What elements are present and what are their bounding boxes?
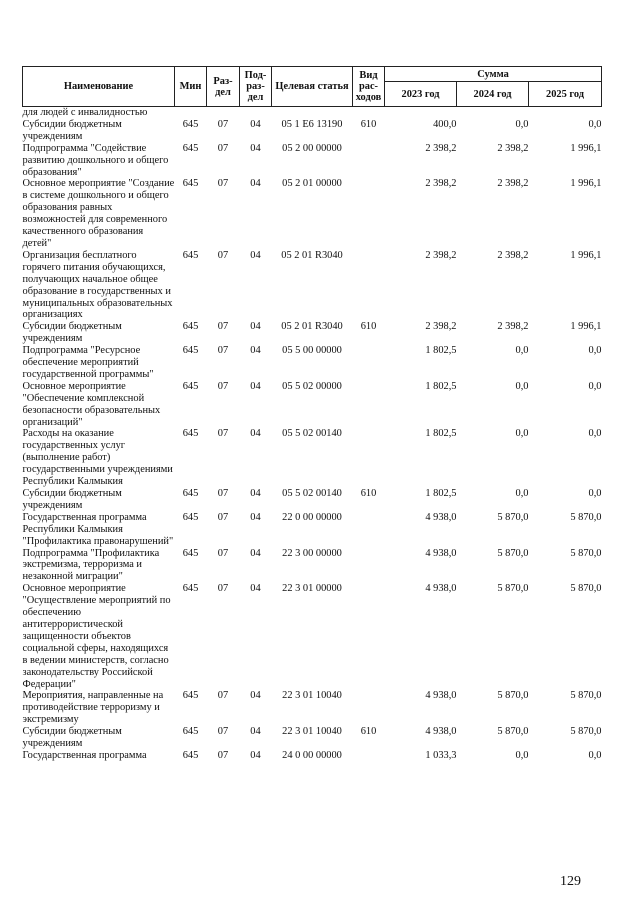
row-celevaya: 22 0 00 00000 [282,511,342,523]
table-row [23,548,602,584]
row-sum-2024: 5 870,0 [497,726,529,738]
table-row [23,726,602,750]
row-sum-2025: 5 870,0 [570,547,602,559]
row-min: 645 [182,178,199,190]
row-sum-2023: 2 398,2 [425,142,457,154]
row-sum-2025: 1 996,1 [570,142,602,154]
row-vid: 610 [360,321,377,333]
row-sum-2025: 0,0 [588,118,602,130]
table-row [23,178,602,249]
row-razdel: 07 [217,749,229,761]
table-row [23,345,602,381]
row-vid: 610 [360,488,377,499]
row-name: Основное мероприятие "Создание в системе дошкольного и общего образования равных возможностей для современного качественного образования детей" [22,178,175,249]
row-vid [353,690,385,726]
header-name: Наименование [23,67,175,107]
row-podrazdel: 04 [250,428,261,440]
row-podrazdel: 04 [250,583,261,595]
row-razdel: 07 [217,380,229,392]
table-row [23,143,602,179]
row-sum-2024: 2 398,2 [497,178,529,190]
table-row [23,119,602,143]
header-razdel: Раз-дел [207,67,240,107]
row-name: Государственная программа Республики Калмыкия "Профилактика правонарушений" [22,511,174,547]
header-podrazdel: Под-раз-дел [240,67,272,107]
row-sum-2025: 0,0 [588,428,602,440]
row-razdel [207,107,240,119]
row-vid [353,583,385,690]
row-sum-2024: 2 398,2 [497,321,529,333]
row-podrazdel: 04 [250,321,261,333]
row-sum-2023: 1 802,5 [425,488,457,499]
row-min: 645 [182,118,199,130]
header-min: Мин [175,67,207,107]
row-sum-2024: 5 870,0 [497,690,529,702]
row-min: 645 [182,142,199,154]
row-name: Подпрограмма "Профилактика экстремизма, терроризма и незаконной миграции" [22,547,160,583]
row-min: 645 [182,690,199,702]
row-celevaya: 22 3 01 10040 [282,690,342,702]
row-celevaya: 05 2 00 00000 [282,142,342,154]
header-celevaya: Целевая статья [272,67,353,107]
row-min: 645 [182,583,199,595]
row-sum-2025: 1 996,1 [570,249,602,261]
row-name: Основное мероприятие "Осуществление мероприятий по обеспечению антитеррористической защищенности объектов социальной сферы, находящихся в ведении министерств, согласно законодательству Российской Федерации" [22,583,171,690]
row-name: Субсидии бюджетным учреждениям [22,488,122,511]
row-sum-2025: 0,0 [588,488,602,499]
row-razdel: 07 [217,488,229,499]
row-podrazdel: 04 [250,547,261,559]
header-summa: Сумма [385,67,602,82]
table-row [23,488,602,512]
row-celevaya: 22 3 01 10040 [282,726,342,738]
row-razdel: 07 [217,118,229,130]
row-sum-2025: 0,0 [588,749,602,761]
row-celevaya: 05 2 01 00000 [282,178,342,190]
row-vid [353,250,385,321]
row-sum-2023 [385,107,457,119]
header-2025: 2025 год [529,82,602,107]
header-vid: Вид рас-ходов [353,67,385,107]
row-min: 645 [182,547,199,559]
row-podrazdel: 04 [250,690,261,702]
row-razdel: 07 [217,249,229,261]
table-row [23,512,602,548]
row-min: 645 [182,511,199,523]
row-sum-2025 [529,107,602,119]
table-body [23,107,602,762]
row-sum-2025: 5 870,0 [570,583,602,595]
row-sum-2024: 0,0 [515,118,529,130]
row-sum-2024: 0,0 [515,345,529,357]
row-sum-2023: 4 938,0 [425,583,457,595]
row-podrazdel: 04 [250,118,261,130]
row-celevaya: 05 5 02 00140 [282,488,342,499]
row-vid [353,143,385,179]
row-podrazdel: 04 [250,178,261,190]
row-razdel: 07 [217,142,229,154]
row-podrazdel: 04 [250,142,261,154]
row-sum-2024: 2 398,2 [497,142,529,154]
row-sum-2023: 2 398,2 [425,249,457,261]
row-sum-2025: 0,0 [588,345,602,357]
table-row [23,250,602,321]
row-razdel: 07 [217,547,229,559]
row-razdel: 07 [217,726,229,738]
row-sum-2023: 1 802,5 [425,428,457,440]
table-row [23,583,602,690]
row-celevaya: 05 5 02 00000 [282,380,342,392]
page-number: 129 [560,874,581,889]
row-min: 645 [182,749,199,761]
row-sum-2023: 1 802,5 [425,380,457,392]
row-razdel: 07 [217,428,229,440]
row-sum-2024: 0,0 [515,380,529,392]
row-sum-2024: 0,0 [515,749,529,761]
row-sum-2025: 5 870,0 [570,511,602,523]
table-row [23,750,602,762]
row-name: Расходы на оказание государственных услуг (выполнение работ) государственными учреждениями Республики Калмыкия [22,428,173,488]
row-celevaya: 24 0 00 00000 [282,749,342,761]
row-vid [353,178,385,249]
row-sum-2024: 5 870,0 [497,547,529,559]
row-razdel: 07 [217,321,229,333]
row-sum-2023: 1 033,3 [425,749,457,761]
row-celevaya: 05 1 Е6 13190 [281,118,343,130]
row-celevaya: 05 5 02 00140 [282,428,342,440]
row-name: Организация бесплатного горячего питания обучающихся, получающих начальное общее образование в государственных и муниципальных образовательных организациях [22,249,173,321]
row-sum-2025: 1 996,1 [570,178,602,190]
row-vid [353,548,385,584]
row-sum-2024: 5 870,0 [497,511,529,523]
row-min [175,107,207,119]
row-vid [353,345,385,381]
row-sum-2023: 2 398,2 [425,178,457,190]
row-razdel: 07 [217,345,229,357]
row-celevaya: 05 2 01 R3040 [281,249,343,261]
row-sum-2024: 0,0 [515,488,529,499]
row-podrazdel: 04 [250,749,261,761]
row-min: 645 [182,345,199,357]
row-vid [353,107,385,119]
row-name: Подпрограмма "Содействие развитию дошкольного и общего образования" [22,142,169,178]
row-celevaya: 05 5 00 00000 [282,345,342,357]
header-2023: 2023 год [385,82,457,107]
row-podrazdel: 04 [250,345,261,357]
row-sum-2023: 400,0 [433,118,457,130]
table-row [23,428,602,488]
row-celevaya: 22 3 00 00000 [282,547,342,559]
table-row [23,381,602,429]
row-name: Основное мероприятие "Обеспечение комплексной безопасности образовательных организаций" [22,380,161,428]
row-celevaya: 22 3 01 00000 [282,583,342,595]
row-podrazdel: 04 [250,488,261,499]
row-sum-2025: 0,0 [588,380,602,392]
row-vid [353,512,385,548]
row-podrazdel: 04 [250,511,261,523]
row-vid [353,750,385,762]
row-vid: 610 [360,118,377,130]
row-sum-2023: 4 938,0 [425,726,457,738]
table-row [23,690,602,726]
row-min: 645 [182,428,199,440]
row-sum-2023: 4 938,0 [425,511,457,523]
row-sum-2024: 2 398,2 [497,249,529,261]
row-podrazdel: 04 [250,726,261,738]
row-vid [353,428,385,488]
row-sum-2025: 5 870,0 [570,726,602,738]
row-min: 645 [182,321,199,333]
row-celevaya [272,107,353,119]
row-razdel: 07 [217,178,229,190]
row-sum-2024: 5 870,0 [497,583,529,595]
row-name: Мероприятия, направленные на противодействие терроризму и экстремизму [22,690,164,726]
row-sum-2024 [457,107,529,119]
row-sum-2023: 4 938,0 [425,547,457,559]
row-sum-2024: 0,0 [515,428,529,440]
header-2024: 2024 год [457,82,529,107]
row-celevaya: 05 2 01 R3040 [281,321,343,333]
row-name: для людей с инвалидностью [22,107,148,118]
row-vid [353,381,385,429]
row-min: 645 [182,726,199,738]
row-sum-2023: 4 938,0 [425,690,457,702]
row-sum-2023: 2 398,2 [425,321,457,333]
row-sum-2023: 1 802,5 [425,345,457,357]
budget-table [22,66,602,762]
row-sum-2025: 5 870,0 [570,690,602,702]
row-name: Государственная программа [22,749,147,761]
row-sum-2025: 1 996,1 [570,321,602,333]
row-podrazdel: 04 [250,380,261,392]
row-podrazdel: 04 [250,249,261,261]
table-row [23,107,602,119]
row-razdel: 07 [217,511,229,523]
row-razdel: 07 [217,690,229,702]
row-name: Субсидии бюджетным учреждениям [22,321,122,345]
row-min: 645 [182,380,199,392]
row-vid: 610 [360,726,377,738]
row-name: Субсидии бюджетным учреждениям [22,726,122,750]
row-min: 645 [182,249,199,261]
table-row [23,321,602,345]
row-razdel: 07 [217,583,229,595]
row-min: 645 [182,488,199,499]
row-name: Подпрограмма "Ресурсное обеспечение мероприятий государственной программы" [22,345,154,380]
row-podrazdel [240,107,272,119]
row-name: Субсидии бюджетным учреждениям [22,118,122,142]
